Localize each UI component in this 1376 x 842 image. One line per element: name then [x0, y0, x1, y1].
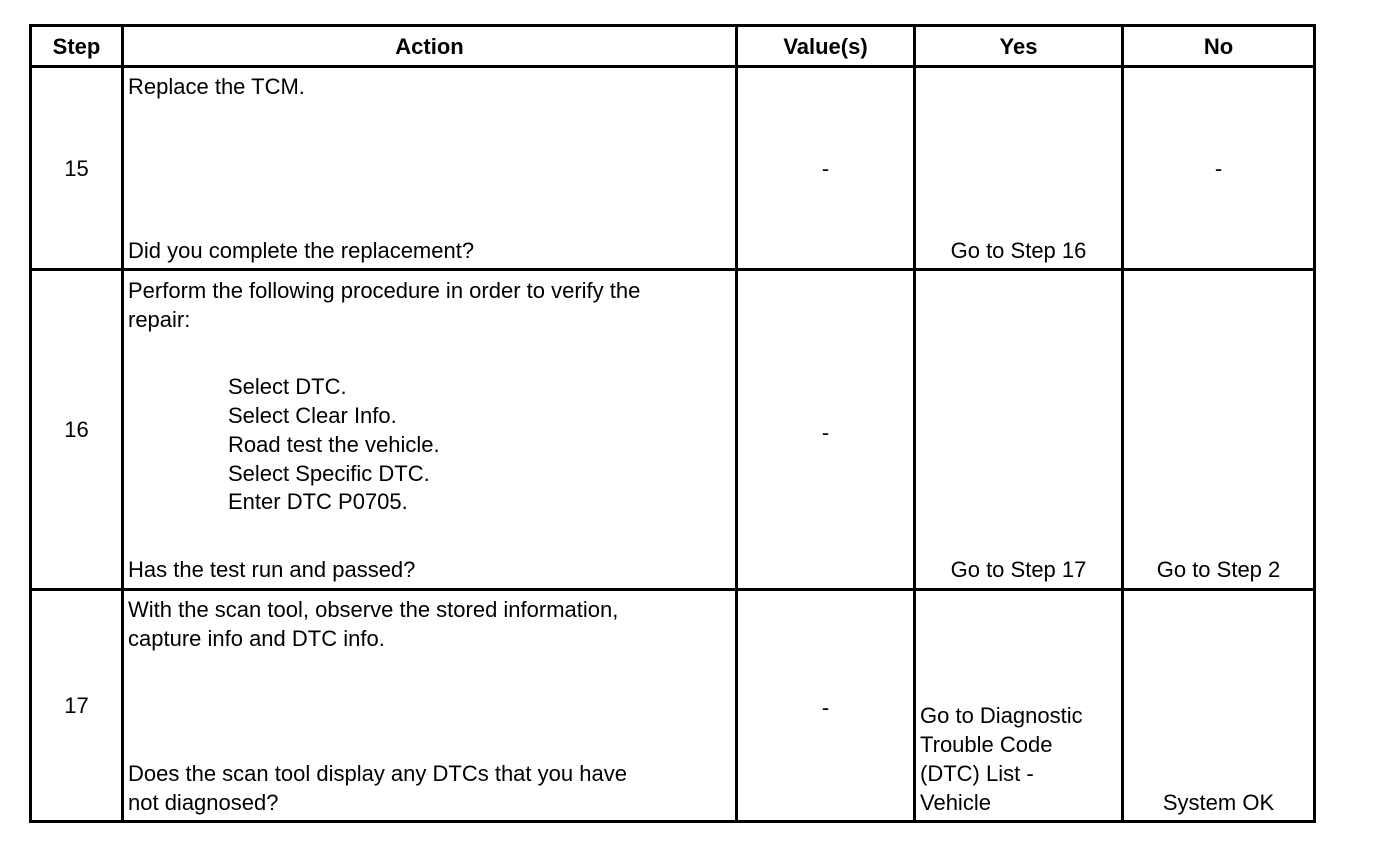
action-instruction: Replace the TCM.: [128, 74, 305, 99]
procedure-step: Enter DTC P0705.: [228, 489, 408, 514]
row-divider: [32, 268, 1313, 271]
row-divider: [32, 65, 1313, 68]
yes-cell: Go to Step 17: [950, 557, 1087, 582]
procedure-step: Road test the vehicle.: [228, 432, 440, 457]
diagnostic-table: [29, 24, 1316, 823]
procedure-step: Select DTC.: [228, 374, 347, 399]
step-number: 17: [64, 693, 89, 718]
no-cell: System OK: [1162, 790, 1275, 815]
header-values: Value(s): [783, 34, 868, 59]
value-cell: -: [821, 420, 830, 445]
header-no: No: [1203, 34, 1234, 59]
no-cell: -: [1214, 156, 1223, 181]
action-question: Did you complete the replacement?: [128, 238, 475, 263]
procedure-step: Select Clear Info.: [228, 403, 397, 428]
step-number: 15: [64, 156, 89, 181]
column-divider: [1121, 27, 1124, 820]
no-cell: Go to Step 2: [1156, 557, 1281, 582]
header-action: Action: [395, 34, 464, 59]
yes-cell: Go to Step 16: [950, 238, 1087, 263]
action-question: Does the scan tool display any DTCs that you have not diagnosed?: [128, 761, 627, 815]
action-instruction: Perform the following procedure in order to verify the repair:: [128, 278, 641, 332]
action-question: Has the test run and passed?: [128, 557, 416, 582]
header-yes: Yes: [999, 34, 1038, 59]
column-divider: [121, 27, 124, 820]
value-cell: -: [821, 156, 830, 181]
yes-cell: Go to Diagnostic Trouble Code (DTC) List - Vehicle: [920, 703, 1083, 815]
header-step: Step: [52, 34, 101, 59]
action-instruction: With the scan tool, observe the stored information, capture info and DTC info.: [128, 597, 619, 651]
row-divider: [32, 588, 1313, 591]
value-cell: -: [821, 695, 830, 720]
column-divider: [913, 27, 916, 820]
step-number: 16: [64, 417, 89, 442]
procedure-step: Select Specific DTC.: [228, 461, 430, 486]
